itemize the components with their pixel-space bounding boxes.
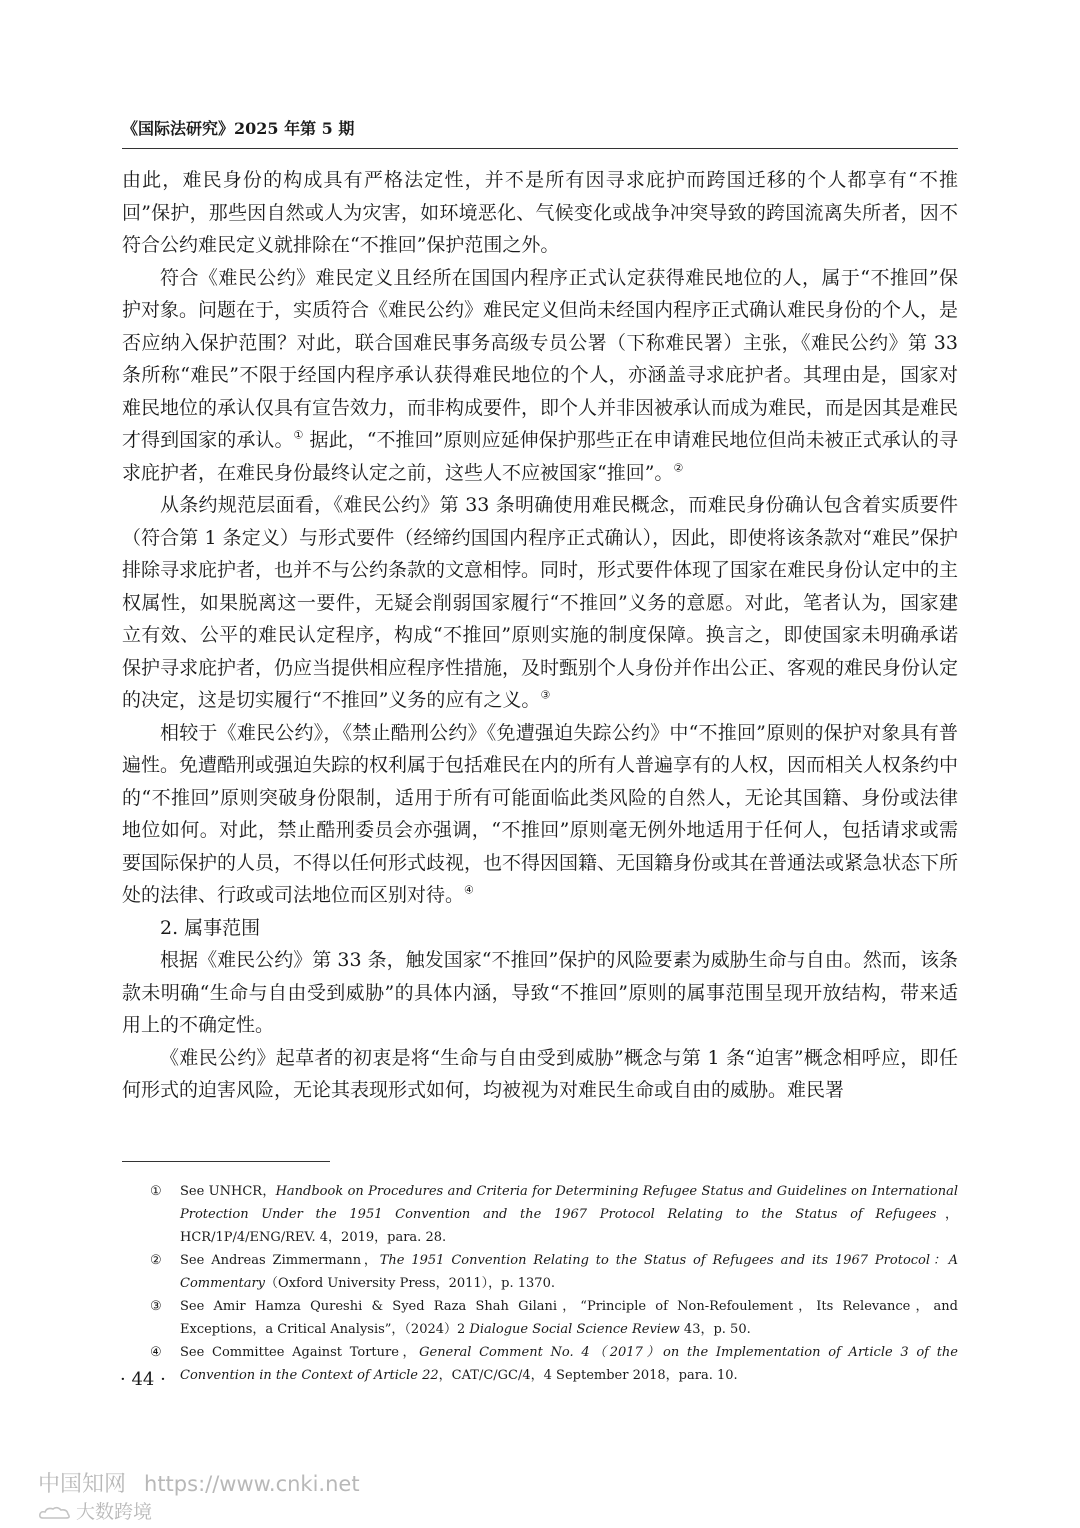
footnote-mark: ① <box>150 1184 162 1199</box>
footnote-citation: 43，p. 50. <box>679 1322 751 1337</box>
paragraph-6: 《难民公约》起草者的初衷是将“生命与自由受到威胁”概念与第 1 条“迫害”概念相呼应，即任何形式的迫害风险，无论其表现形式如何，均被视为对难民生命或自由的威胁。难民署 <box>122 1046 958 1101</box>
cloud-logo-icon <box>38 1506 72 1520</box>
paragraph-4 <box>122 717 958 912</box>
footnote-rule <box>122 1161 330 1162</box>
footnote-1 <box>150 1180 958 1249</box>
footnotes <box>150 1180 958 1387</box>
paragraph-2-text-a: 符合《难民公约》难民定义且经所在国国内程序正式认定获得难民地位的人，属于“不推回”保护对象。问题在于，实质符合《难民公约》难民定义但尚未经国内程序正式确认难民身份的个人，是否应纳入保护范围？对此，联合国难民事务高级专员公署（下称难民署）主张，《难民公约》第 33 条所称“难民”不限于经国内程序承认获得难民地位的个人，亦涵盖寻求庇护者。其理由是，国家对难民地位的承认仅具有宣告效力，而非构成要件，即个人并非因被承认而成为难民，而是因其是难民才得到国家的承认。 <box>122 266 959 451</box>
footnote-ref-2[interactable]: ② <box>673 461 684 475</box>
footnote-ref-1[interactable]: ① <box>293 428 304 442</box>
paragraph-3 <box>122 489 958 717</box>
page-number: · 44 · <box>120 1369 166 1390</box>
paragraph-5: 根据《难民公约》第 33 条，触发国家“不推回”保护的风险要素为威胁生命与自由。然而，该条款未明确“生命与自由受到威胁”的具体内涵，导致“不推回”原则的属事范围呈现开放结构，带来适用上的不确定性。 <box>122 949 958 1036</box>
footnote-title: Handbook on Procedures and Criteria for Determining Refugee Status and Guidelines on International Protection Under the 1951 Convention and the 1967 Protocol Relating to the Status of Refugees <box>180 1184 959 1222</box>
watermark-url[interactable]: https://www.cnki.net <box>144 1472 360 1496</box>
footnote-text: See Amir Hamza Qureshi & Syed Raza Shah Gilani，“Principle of Non-Refoulement，Its Relevance，and Exceptions，a Critical Analysis”，（2024）2 <box>180 1299 958 1337</box>
footnote-text: See Committee Against Torture， <box>180 1345 420 1360</box>
footnote-mark: ③ <box>150 1299 162 1314</box>
cnki-watermark <box>38 1470 398 1526</box>
footnote-title: General Comment No. 4（2017）on the Implementation of Article 3 of the Convention in the Context of Article 22 <box>180 1345 958 1383</box>
footnote-mark: ④ <box>150 1345 162 1360</box>
watermark-top <box>38 1470 398 1499</box>
running-header: 《国际法研究》2025 年第 5 期 <box>122 119 355 138</box>
footnote-text: See UNHCR， <box>180 1184 276 1199</box>
footnote-title: Dialogue Social Science Review <box>469 1322 680 1337</box>
footnote-citation: ，HCR/1P/4/ENG/REV. 4，2019，para. 28. <box>180 1207 958 1245</box>
watermark-tagline: 大数跨境 <box>76 1501 153 1523</box>
footnote-citation: （Oxford University Press，2011），p. 1370. <box>265 1276 555 1291</box>
section-heading: 2. 属事范围 <box>160 916 261 939</box>
footnote-ref-4[interactable]: ④ <box>464 883 474 897</box>
footnote-title: The 1951 Convention Relating to the Status of Refugees and its 1967 Protocol：A Commentary <box>180 1253 958 1291</box>
paragraph-4-text: 相较于《难民公约》，《禁止酷刑公约》《免遭强迫失踪公约》中“不推回”原则的保护对象具有普遍性。免遭酷刑或强迫失踪的权利属于包括难民在内的所有人普遍享有的人权，因而相关人权条约中的“不推回”原则突破身份限制，适用于所有可能面临此类风险的自然人，无论其国籍、身份或法律地位如何。对此，禁止酷刑委员会亦强调，“不推回”原则毫无例外地适用于任何人，包括请求或需要国际保护的人员，不得以任何形式歧视，也不得因国籍、无国籍身份或其在普通法或紧急状态下所处的法律、行政或司法地位而区别对待。 <box>122 721 959 906</box>
footnote-3 <box>150 1295 958 1341</box>
footnote-4 <box>150 1341 958 1387</box>
paragraph-2 <box>122 262 958 490</box>
header-rule <box>122 148 958 149</box>
paragraph-1: 由此，难民身份的构成具有严格法定性，并不是所有因寻求庇护而跨国迁移的个人都享有“不推回”保护，那些因自然或人为灾害，如环境恶化、气候变化或战争冲突导致的跨国流离失所者，因不符合公约难民定义就排除在“不推回”保护范围之外。 <box>122 169 958 256</box>
paragraph-2-text-b: 据此，“不推回”原则应延伸保护那些正在申请难民地位但尚未被正式承认的寻求庇护者，在难民身份最终认定之前，这些人不应被国家“推回”。 <box>122 429 958 484</box>
paragraph-3-text: 从条约规范层面看，《难民公约》第 33 条明确使用难民概念，而难民身份确认包含着实质要件（符合第 1 条定义）与形式要件（经缔约国国内程序正式确认），因此，即使将该条款对“难民”保护排除寻求庇护者，也并不与公约条款的文意相悖。同时，形式要件体现了国家在难民身份认定中的主权属性，如果脱离这一要件，无疑会削弱国家履行“不推回”义务的意愿。对此，笔者认为，国家建立有效、公平的难民认定程序，构成“不推回”原则实施的制度保障。换言之，即使国家未明确承诺保护寻求庇护者，仍应当提供相应程序性措施，及时甄别个人身份并作出公正、客观的难民身份认定的决定，这是切实履行“不推回”义务的应有之义。 <box>122 494 959 711</box>
footnote-ref-3[interactable]: ③ <box>540 688 551 702</box>
footnote-text: See Andreas Zimmermann， <box>180 1253 380 1268</box>
body-text <box>122 164 958 1107</box>
watermark-bottom <box>38 1499 398 1525</box>
watermark-brand: 中国知网 <box>38 1472 127 1497</box>
footnote-mark: ② <box>150 1253 162 1268</box>
footnote-citation: ，CAT/C/GC/4，4 September 2018，para. 10. <box>438 1368 738 1383</box>
footnote-2 <box>150 1249 958 1295</box>
